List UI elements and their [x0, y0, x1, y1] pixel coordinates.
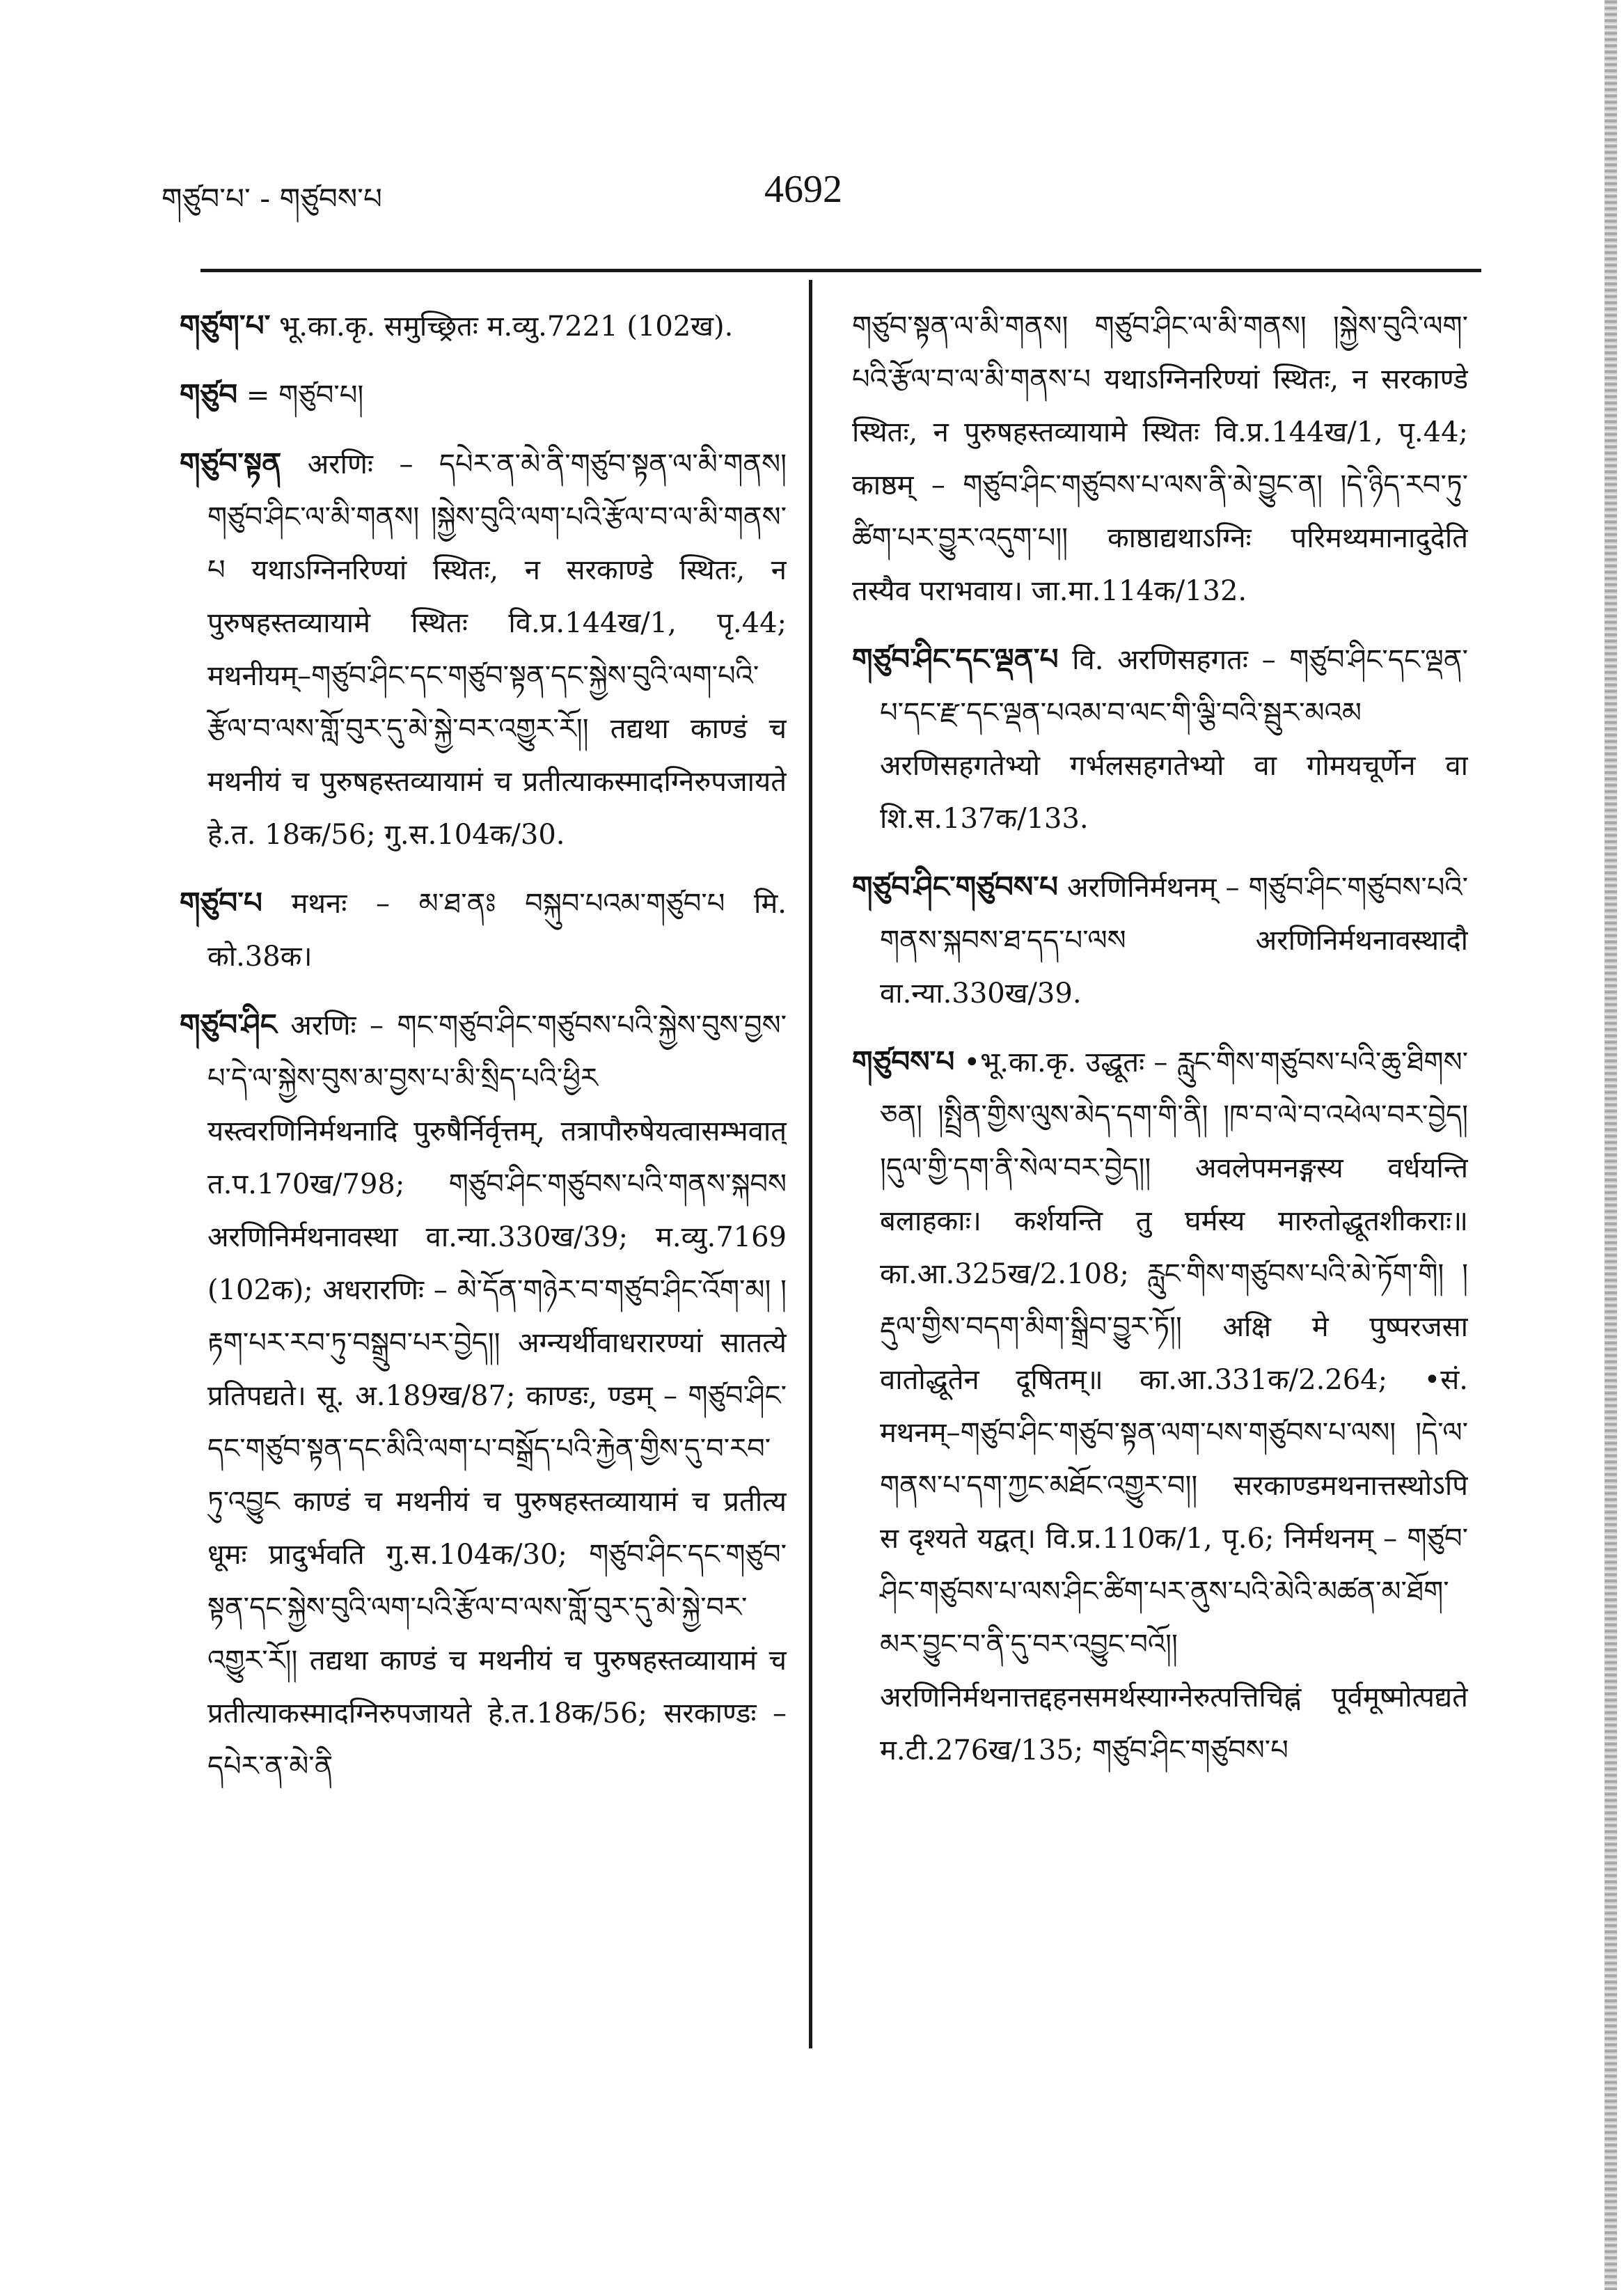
entry-headword: གཙུབ་སྟན: [180, 446, 282, 480]
entry-headword: གཙུབ་པ: [180, 886, 262, 920]
dictionary-entry: [852, 1035, 1468, 1777]
right-column: [852, 299, 1468, 1956]
entry-body: •भू.का.कृ. उद्धूतः – རླུང་གིས་གཙུབས་པའི་ཆུ་ཐིགས་ཅན། །སྤྲིན་གྱིས་ལུས་མེད་དག་གི་ནི། །ཁ་བ་ལེ་བ་འཕེལ་བར་བྱེད། །དུལ་གྱི་དག་ནི་སེལ་བར་བྱེད།། अवलेपमनङ्गस्य वर्धयन्ति बलाहकाः। कर्शयन्ति तु घर्मस्य मारुतोद्धूतशीकराः॥ का.आ.325ख/2.108; རླུང་གིས་གཙུབས་པའི་མེ་ཏོག་གི། །རྡུལ་གྱིས་བདག་མིག་སྒྲིབ་བྱུར་ཏོ།། अक्षि मे पुष्परजसा वातोद्धूतेन दूषितम्॥ का.आ.331क/2.264; •सं. मथनम्–གཙུབ་ཤིང་གཙུབ་སྟན་ལག་པས་གཙུབས་པ་ལས། །དེ་ལ་གནས་པ་དག་ཀྱང་མཐོང་འགྱུར་བ།། सरकाण्डमथनात्तस्थोऽपि स दृश्यते यद्वत्। वि.प्र.110क/1, पृ.6; निर्मथनम् – གཙུབ་ཤིང་གཙུབས་པ་ལས་ཤིང་ཚིག་པར་ནུས་པའི་མེའི་མཚན་མ་ཐོག་མར་བྱུང་བ་ནི་དུ་བར་འབྱུང་བའོ།། अरणिनिर्मथनात्तद्दहनसमर्थस्याग्नेरुत्पत्तिचिह्नं पूर्वमूष्मोत्पद्यते म.टी.276ख/135; གཙུབ་ཤིང་གཙུབས་པ: [880, 1046, 1468, 1766]
dictionary-entry: [852, 633, 1468, 845]
entry-headword: གཙུབ་ཤིང་དང་ལྡན་པ: [852, 642, 1059, 676]
entry-headword: གཙུབ་ཤིང་གཙུབས་པ: [852, 870, 1058, 904]
running-header: གཙུབ་པ་ - གཙུབས་པ: [161, 182, 382, 216]
dictionary-entry: [852, 861, 1468, 1020]
header-rule: [200, 269, 1481, 272]
entry-headword: གཙུག་པ་: [180, 308, 271, 343]
entry-headword: གཙུབ་ཤིང: [180, 1007, 277, 1042]
dictionary-entry: [180, 368, 787, 422]
entry-headword: གཙུབས་པ: [852, 1044, 955, 1079]
entry-body: གཙུབ་སྟན་ལ་མི་གནས། གཙུབ་ཤིང་ལ་མི་གནས། །སྐྱེས་བུའི་ལག་པའི་རྩོལ་བ་ལ་མི་གནས་པ यथाऽग्निनरिण्यां स्थितः, न सरकाण्डे स्थितः, न पुरुषहस्तव्यायामे स्थितः वि.प्र.144ख/1, पृ.44; काष्ठम् – གཙུབ་ཤིང་གཙུབས་པ་ལས་ནི་མེ་བྱུང་ན། །དེ་ཉིད་རབ་ཏུ་ཚིག་པར་བྱུར་འདུག་པ།། काष्ठाद्यथाऽग्निः परिमथ्यमानादुदेति तस्यैव पराभवाय। जा.मा.114क/132.: [852, 311, 1468, 607]
column-divider: [809, 280, 812, 2048]
entry-body: = གཙུབ་པ།: [246, 379, 364, 411]
scan-edge-border: [1605, 0, 1617, 2290]
entry-body: वि. अरणिसहगतः – གཙུབ་ཤིང་དང་ལྡན་པ་དང་རྫ་དང་ལྡན་པའམ་བ་ལང་གི་ལྕི་བའི་སྦུར་མའམ अरणिसहगतेभ्यो गर्भलसहगतेभ्यो वा गोमयचूर्णेन वा शि.स.137क/133.: [880, 644, 1468, 835]
dictionary-entry-continued: [852, 299, 1468, 618]
page-number: 4692: [764, 168, 842, 211]
entry-body: अरणिः – དཔེར་ན་མེ་ནི་གཙུབ་སྟན་ལ་མི་གནས། གཙུབ་ཤིང་ལ་མི་གནས། །སྐྱེས་བུའི་ལག་པའི་རྩོལ་བ་ལ་མི་གནས་པ यथाऽग्निनरिण्यां स्थितः, न सरकाण्डे स्थितः, न पुरुषहस्तव्यायामे स्थितः वि.प्र.144ख/1, पृ.44; मथनीयम्–གཙུབ་ཤིང་དང་གཙུབ་སྟན་དང་སྐྱེས་བུའི་ལག་པའི་རྩོལ་བ་ལས་གློ་བུར་དུ་མེ་སྐྱེ་བར་འགྱུར་རོ།། तद्यथा काण्डं च मथनीयं च पुरुषहस्तव्यायामं च प्रतीत्याकस्मादग्निरुपजायते हे.त. 18क/56; गु.स.104क/30.: [207, 448, 787, 851]
entry-body: भू.का.कृ. समुच्छ्रितः म.व्यु.7221 (102ख).: [279, 311, 734, 343]
left-column: [180, 299, 787, 2068]
dictionary-entry: [180, 877, 787, 983]
entry-body: अरणिनिर्मथनम् – གཙུབ་ཤིང་གཙུབས་པའི་གནས་སྐབས་ཐ་དད་པ་ལས अरणिनिर्मथनावस्थादौ वा.न्या.330ख/39.: [880, 872, 1468, 1010]
dictionary-entry: [180, 998, 787, 1793]
dictionary-entry: [180, 299, 787, 353]
entry-body: मथनः – མ་ཐ་ནཿ བསྐུབ་པའམ་གཙུབ་པ मि. को.38क।: [207, 888, 787, 973]
entry-headword: གཙུབ: [180, 377, 238, 411]
dictionary-entry: [180, 437, 787, 861]
entry-body: अरणिः – གང་གཙུབ་ཤིང་གཙུབས་པའི་སྐྱེས་བུས་བྱས་པ་དེ་ལ་སྐྱེས་བུས་མ་བྱས་པ་མི་སྲིད་པའི་ཕྱིར यस्त्वरणिनिर्मथनादि पुरुषैर्निर्वृत्तम्, तत्रापौरुषेयत्वासम्भवात् त.प.170ख/798; གཙུབ་ཤིང་གཙུབས་པའི་གནས་སྐབས अरणिनिर्मथनावस्था वा.न्या.330ख/39; म.व्यु.7169 (102क); अधरारणिः – མེ་དོན་གཉེར་བ་གཙུབ་ཤིང་འོག་མ། །རྟག་པར་རབ་ཏུ་བསྒྲུབ་པར་བྱེད།། अग्न्यर्थीवाधरारण्यां सातत्ये प्रतिपद्यते। सू. अ.189ख/87; काण्डः, ण्डम् – གཙུབ་ཤིང་དང་གཙུབ་སྟན་དང་མིའི་ལག་པ་བསྒྲོད་པའི་རྐྱེན་གྱིས་དུ་བ་རབ་ཏུ་འབྱུང काण्डं च मथनीयं च पुरुषहस्तव्यायामं च प्रतीत्य धूमः प्रादुर्भवति गु.स.104क/30; གཙུབ་ཤིང་དང་གཙུབ་སྟན་དང་སྐྱེས་བུའི་ལག་པའི་རྩོལ་བ་ལས་གློ་བུར་དུ་མེ་སྐྱེ་བར་འགྱུར་རོ།། तद्यथा काण्डं च मथनीयं च पुरुषहस्तव्यायामं च प्रतीत्याकस्मादग्निरुपजायते हे.त.18क/56; सरकाण्डः – དཔེར་ན་མེ་ནི: [207, 1010, 787, 1782]
